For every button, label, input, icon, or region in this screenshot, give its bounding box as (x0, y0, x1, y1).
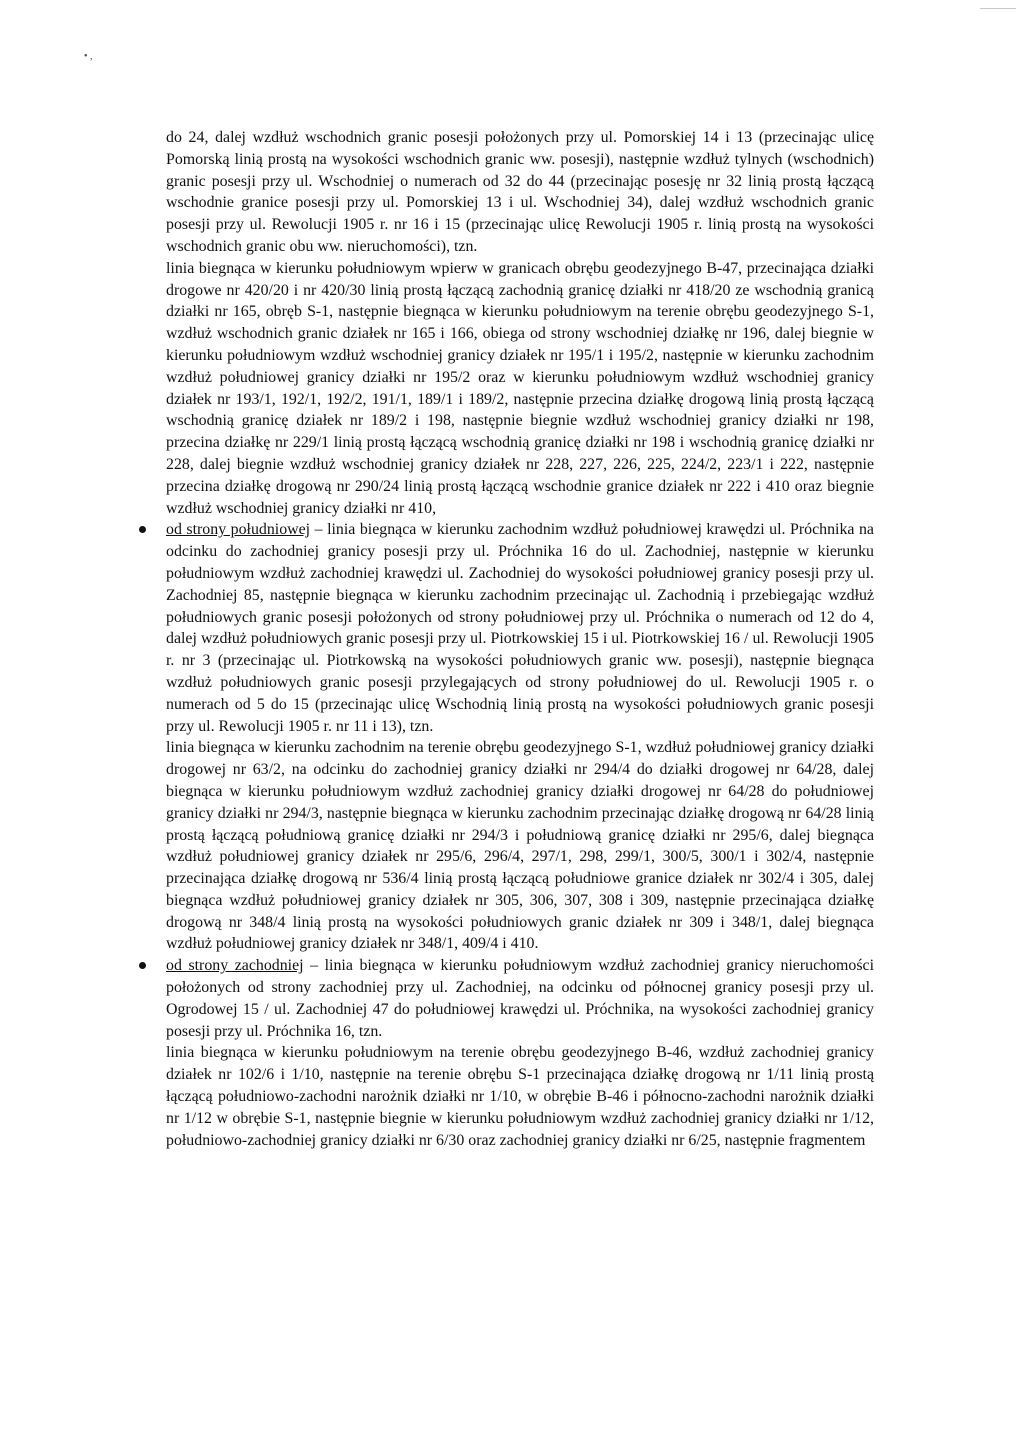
scan-edge-line (980, 8, 1016, 9)
paragraph-6: linia biegnąca w kierunku południowym na terenie obrębu geodezyjnego B-46, wzdłuż zachodniej granicy działek nr 102/6 i 1/10, następnie na terenie obrębu S-1 przecinająca działkę drogową nr 1/11 linią prostą łączącą południowo-zachodni narożnik działki nr 1/10, w obrębie B-46 i północno-zachodni narożnik działki nr 1/12 w obrębie S-1, następnie biegnie w kierunku południowym wzdłuż zachodniej granicy działki nr 1/12, południowo-zachodniej granicy działki nr 6/30 oraz zachodniej granicy działki nr 6/25, następnie fragmentem (166, 1044, 874, 1149)
bullet-text-south: – linia biegnąca w kierunku zachodnim wzdłuż południowej krawędzi ul. Próchnika na odcinku do zachodniej granicy posesji przy ul. Próchnika 16 do ul. Zachodniej, następnie w kierunku południowym wzdłuż zachodniej krawędzi ul. Zachodniej do wysokości południowej granicy posesji przy ul. Zachodniej 85, następnie biegnąca w kierunku zachodnim przecinając ul. Zachodnią i przebiegając wzdłuż południowych granic posesji położonych od strony południowej przy ul. Próchnika o numerach od 12 do 4, dalej wzdłuż południowych granic posesji przy ul. Piotrkowskiej 15 i ul. Piotrkowskiej 16 / ul. Rewolucji 1905 r. nr 3 (przecinając ul. Piotrkowską na wysokości południowych granic ww. posesji), następnie biegnąca wzdłuż południowych granic posesji przylegających od strony południowej do ul. Rewolucji 1905 r. o numerach od 5 do 15 (przecinając ulicę Wschodnią linią prostą na wysokości południowych granic posesji przy ul. Rewolucji 1905 r. nr 11 i 13), tzn. (166, 521, 874, 735)
bullet-icon (139, 962, 146, 969)
bullet-heading-south: od strony południowej (166, 521, 311, 539)
bullet-heading-west: od strony zachodniej (166, 957, 304, 975)
paragraph-4: linia biegnąca w kierunku zachodnim na terenie obrębu geodezyjnego S-1, wzdłuż południowej granicy działki drogowej nr 63/2, na odcinku do zachodniej granicy działki nr 294/4 do działki drogowej nr 64/28, dalej biegnąca w kierunku południowym wzdłuż zachodniej granicy działki drogowej nr 64/28 do południowej granicy działki nr 294/3, następnie biegnąca w kierunku zachodnim przecinając działkę drogową nr 64/28 linią prostą łączącą południową granicę działki nr 294/3 i południową granicę działki nr 295/6, dalej biegnąca wzdłuż południowej granicy działek nr 295/6, 296/4, 297/1, 298, 299/1, 300/5, 300/1 i 302/4, następnie przecinająca działkę drogową nr 536/4 linią prostą łączącą południowe granice działek nr 302/4 i 305, dalej biegnąca wzdłuż południowej granicy działek nr 305, 306, 307, 308 i 309, następnie przecinająca działkę drogową nr 348/4 linią prostą na wysokości południowych granic działek nr 309 i 348/1, dalej biegnąca wzdłuż południowej granicy działek nr 348/1, 409/4 i 410. (166, 739, 874, 953)
bullet-text-west: – linia biegnąca w kierunku południowym wzdłuż zachodniej granicy nieruchomości położonych od strony zachodniej przy ul. Zachodniej, na odcinku od północnej granicy posesji przy ul. Ogrodowej 15 / ul. Zachodniej 47 do południowej krawędzi ul. Próchnika, na wysokości zachodniej granicy posesji przy ul. Próchnika 16, tzn. (166, 957, 874, 1040)
paragraph-2: linia biegnąca w kierunku południowym wpierw w granicach obrębu geodezyjnego B-47, przecinająca działki drogowe nr 420/20 i nr 420/30 linią prostą łączącą zachodnią granicę działki nr 418/20 ze wschodnią granicą działki nr 165, obręb S-1, następnie biegnąca w kierunku południowym na terenie obrębu geodezyjnego S-1, wzdłuż wschodnich granic działek nr 165 i 166, obiega od strony wschodniej działkę nr 196, dalej biegnie w kierunku południowym wzdłuż wschodniej granicy działek nr 195/1 i 195/2, następnie w kierunku zachodnim wzdłuż południowej granicy działki nr 195/2 oraz w kierunku południowym wzdłuż wschodniej granicy działek nr 193/1, 192/1, 192/2, 191/1, 189/1 i 189/2, następnie przecina działkę drogową linią prostą łączącą wschodnią granicę działek nr 189/2 i 198, następnie biegnie wzdłuż wschodniej granicy działki nr 198, przecina działkę nr 229/1 linią prostą łączącą wschodnią granicę działki nr 198 i wschodnią granicę działki nr 228, dalej biegnie wzdłuż wschodniej granicy działek nr 228, 227, 226, 225, 224/2, 223/1 i 222, następnie przecina działkę drogową nr 290/24 linią prostą łączącą wschodnie granice działek nr 222 i 410 oraz biegnie wzdłuż wschodniej granicy działki nr 410, (166, 259, 874, 517)
paragraph-1: do 24, dalej wzdłuż wschodnich granic posesji położonych przy ul. Pomorskiej 14 i 13 (przecinając ulicę Pomorską linią prostą na wysokości wschodnich granic ww. posesji), następnie wzdłuż tylnych (wschodnich) granic posesji przy ul. Wschodniej o numerach od 32 do 44 (przecinając posesję nr 32 linią prostą łączącą wschodnie granice posesji przy ul. Pomorskiej 13 i ul. Wschodniej 34), dalej wzdłuż wschodnich granic posesji przy ul. Rewolucji 1905 r. nr 16 i 15 (przecinając ulicę Rewolucji 1905 r. linią prostą na wysokości wschodnich granic obu ww. nieruchomości), tzn. (166, 129, 874, 255)
bullet-west-boundary (166, 955, 874, 1042)
bullet-south-boundary (166, 519, 874, 737)
bullet-icon (139, 526, 146, 533)
scan-mark: • , (84, 51, 93, 62)
document-body (166, 127, 874, 1151)
